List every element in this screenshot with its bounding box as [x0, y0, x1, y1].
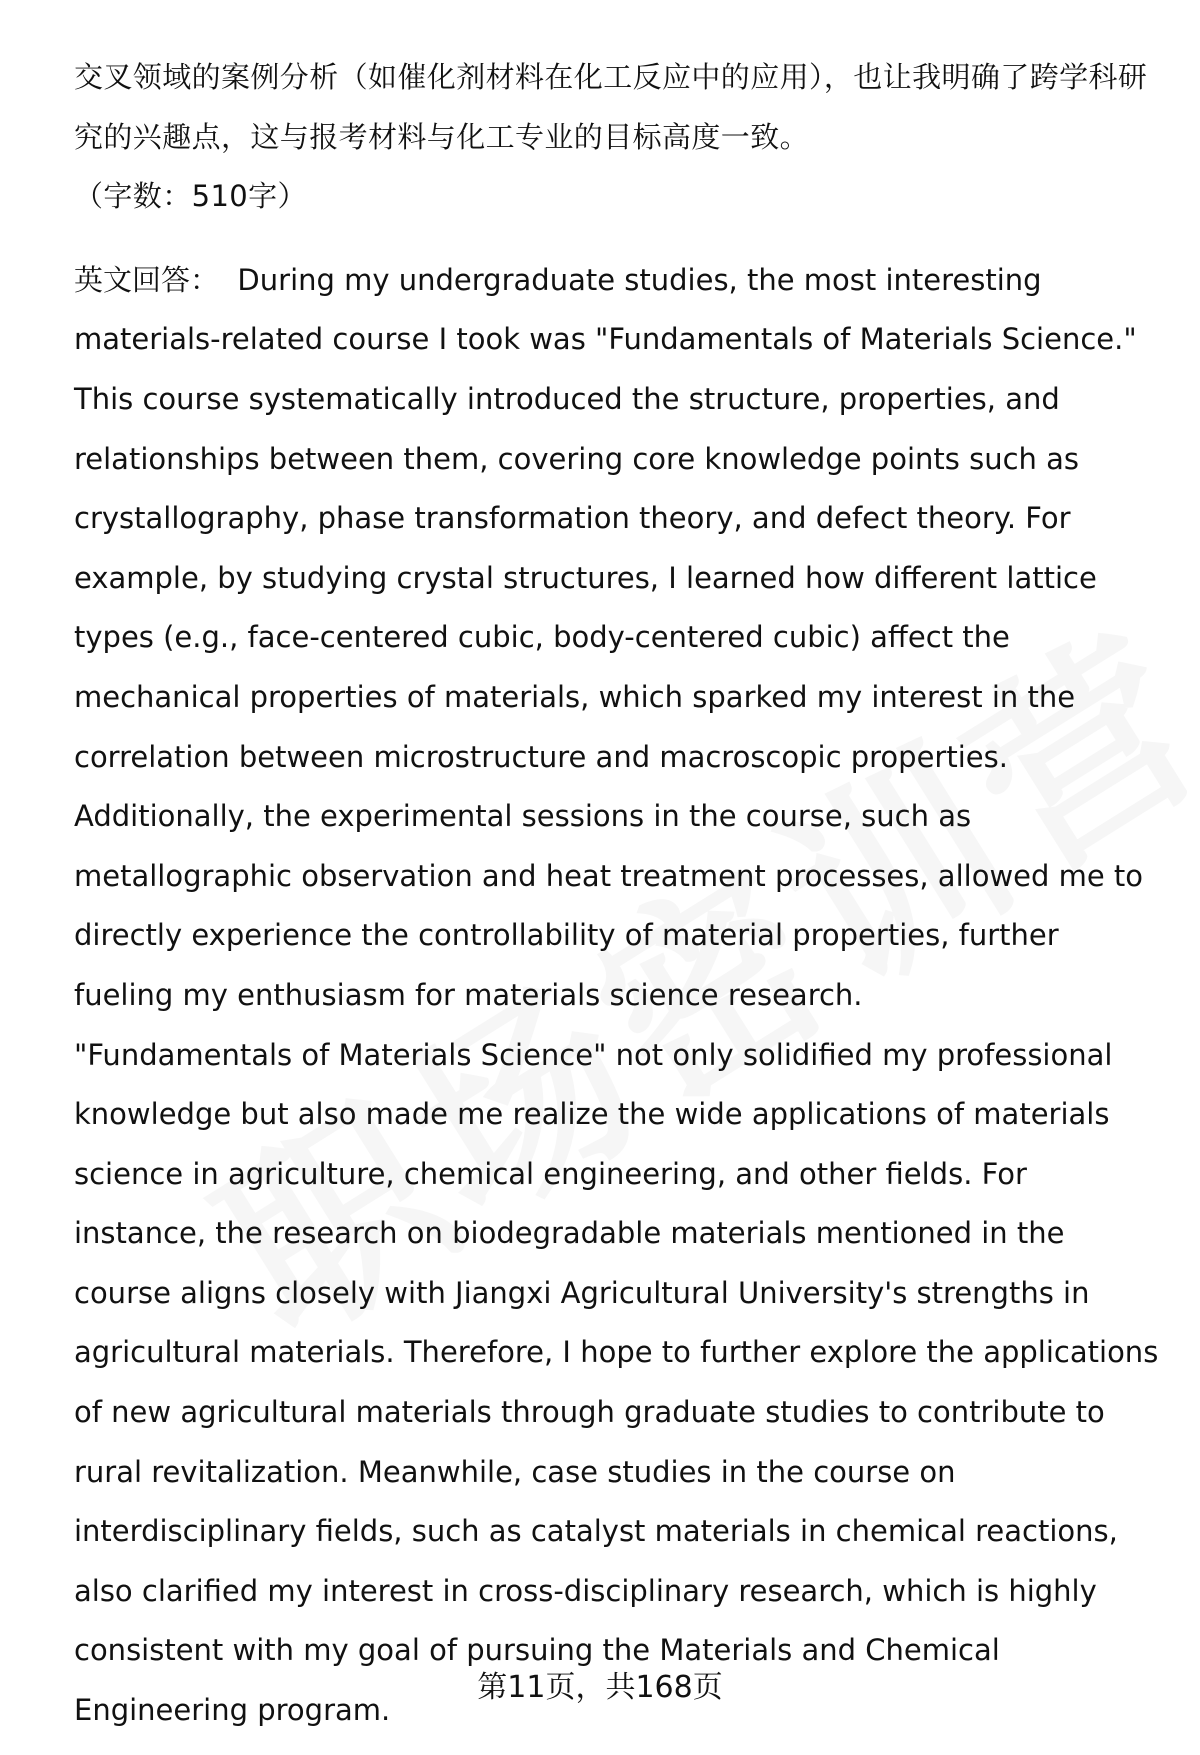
page-number-footer: 第11页，共168页	[477, 1670, 723, 1705]
document-body	[74, 48, 1168, 1741]
paragraph-zh-continuation: 交叉领域的案例分析（如催化剂材料在化工反应中的应用），也让我明确了跨学科研究的兴趣点，这与报考材料与化工专业的目标高度一致。	[74, 60, 1148, 154]
paragraph-english-answer-2: "Fundamentals of Materials Science" not only solidified my professional knowledge but also made me realize the wide applications of materials science in agriculture, chemical engineering, and other fields. For instance, the research on biodegradable materials mentioned in the course aligns closely with Jiangxi Agricultural University's strengths in agricultural materials. Therefore, I hope to further explore the applications of new agricultural materials through graduate studies to contribute to rural revitalization. Meanwhile, case studies in the course on interdisciplinary fields, such as catalyst materials in chemical reactions, also clarified my interest in cross-disciplinary research, which is highly consistent with my goal of pursuing the Materials and Chemical Engineering program.	[74, 1037, 1168, 1728]
word-count-note: （字数：510字）	[74, 179, 307, 214]
paragraph-english-answer-1: 英文回答： During my undergraduate studies, the most interesting materials-related course I took was "Fundamentals of Materials Science." This course systematically introduced the structure, properties, and relationships between them, covering core knowledge points such as crystallography, phase transformation theory, and defect theory. For example, by studying crystal structures, I learned how different lattice types (e.g., face-centered cubic, body-centered cubic) affect the mechanical properties of materials, which sparked my interest in the correlation between microstructure and macroscopic properties. Additionally, the experimental sessions in the course, such as metallographic observation and heat treatment processes, allowed me to directly experience the controllability of material properties, further fueling my enthusiasm for materials science research.	[74, 262, 1153, 1012]
